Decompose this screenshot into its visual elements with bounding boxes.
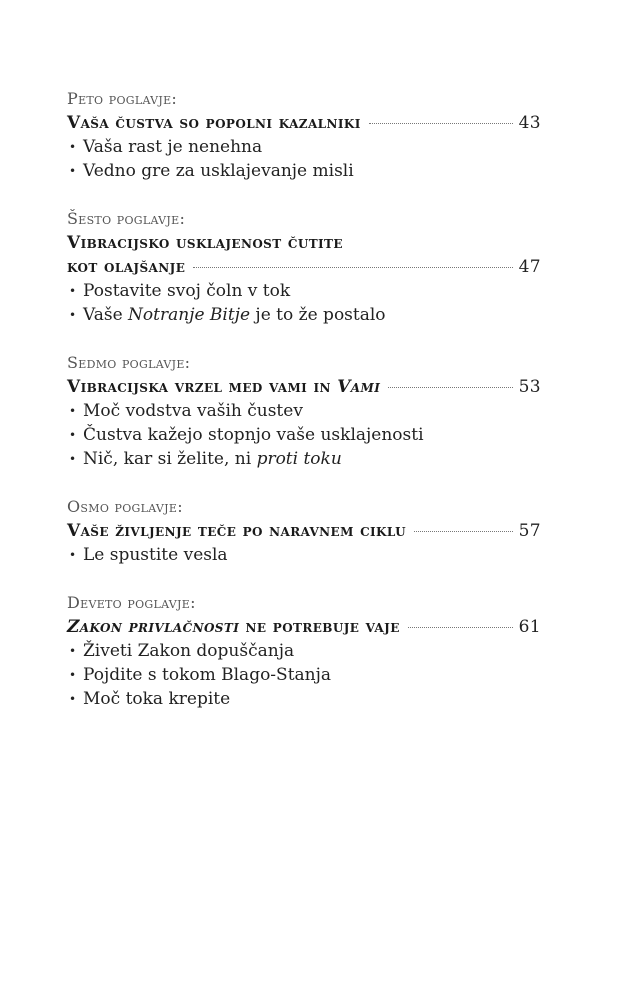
list-item: [67, 423, 541, 447]
list-item: [67, 447, 541, 471]
page-number: 61: [518, 617, 541, 637]
bullet-icon: •: [69, 404, 77, 418]
dot-leader: [369, 123, 513, 124]
chapter-title-line-2: [67, 255, 541, 279]
chapter-title-text: Vaše življenje teče po naravnem ciklu: [67, 521, 406, 541]
chapter-title: [67, 375, 541, 399]
chapter-title-main: Vibracijska vrzel med vami in: [67, 377, 338, 397]
bullet-icon: •: [69, 644, 77, 658]
item-text: Vedno gre za usklajevanje misli: [83, 161, 354, 181]
chapter-title-text: [67, 615, 400, 639]
list-item: [67, 135, 541, 159]
item-text-italic: proti toku: [256, 449, 342, 469]
chapter-9: [67, 591, 541, 711]
chapter-6: [67, 207, 541, 327]
chapter-title-italic: Vami: [337, 377, 381, 397]
chapter-label: Osmo poglavje:: [67, 497, 183, 516]
item-text: Živeti Zakon dopuščanja: [83, 641, 295, 661]
chapter-title: [67, 519, 541, 543]
item-text: Vaša rast je nenehna: [83, 137, 263, 157]
item-text: je to že postalo: [250, 305, 386, 325]
item-text: Pojdite s tokom Blago-Stanja: [83, 665, 332, 685]
bullet-icon: •: [69, 692, 77, 706]
chapter-7: [67, 351, 541, 471]
chapter-title-main: ne potrebuje vaje: [239, 617, 400, 637]
bullet-icon: •: [69, 548, 77, 562]
list-item: [67, 279, 541, 303]
chapter-title: [67, 111, 541, 135]
dot-leader: [408, 627, 513, 628]
list-item: [67, 159, 541, 183]
dot-leader: [388, 387, 512, 388]
chapter-title-text: Vibracijsko usklajenost čutite: [67, 233, 343, 253]
chapter-title-text: Vaša čustva so popolni kazalniki: [67, 113, 361, 133]
chapter-5: [67, 87, 541, 183]
list-item: [67, 687, 541, 711]
chapter-title-italic: Zakon privlačnosti: [67, 617, 240, 637]
item-text-italic: Notranje Bitje: [128, 305, 251, 325]
item-text: Moč toka krepite: [83, 689, 231, 709]
bullet-icon: •: [69, 308, 77, 322]
page-number: 57: [518, 521, 541, 541]
list-item: [67, 303, 541, 327]
chapter-title-text: [67, 375, 380, 399]
bullet-icon: •: [69, 164, 77, 178]
bullet-icon: •: [69, 452, 77, 466]
list-item: [67, 399, 541, 423]
item-text: Moč vodstva vaših čustev: [83, 401, 303, 421]
item-text: Postavite svoj čoln v tok: [83, 281, 291, 301]
chapter-label: Peto poglavje:: [67, 89, 178, 108]
item-text: Vaše: [83, 305, 129, 325]
bullet-icon: •: [69, 668, 77, 682]
item-text: Nič, kar si želite, ni: [83, 449, 257, 469]
page-number: 43: [518, 113, 541, 133]
item-text: Le spustite vesla: [83, 545, 228, 565]
bullet-icon: •: [69, 140, 77, 154]
page-number: 47: [518, 257, 541, 277]
chapter-label: Deveto poglavje:: [67, 593, 196, 612]
list-item: [67, 543, 541, 567]
bullet-icon: •: [69, 428, 77, 442]
dot-leader: [414, 531, 513, 532]
chapter-8: [67, 495, 541, 567]
chapter-title-text: kot olajšanje: [67, 257, 186, 277]
chapter-title-line-1: [67, 231, 541, 255]
bullet-icon: •: [69, 284, 77, 298]
item-text: Čustva kažejo stopnjo vaše usklajenosti: [83, 425, 424, 445]
table-of-contents: [67, 87, 541, 735]
chapter-title: [67, 615, 541, 639]
list-item: [67, 639, 541, 663]
chapter-label: Sedmo poglavje:: [67, 353, 191, 372]
dot-leader: [193, 267, 512, 268]
page-number: 53: [518, 377, 541, 397]
chapter-label: Šesto poglavje:: [67, 209, 186, 228]
list-item: [67, 663, 541, 687]
